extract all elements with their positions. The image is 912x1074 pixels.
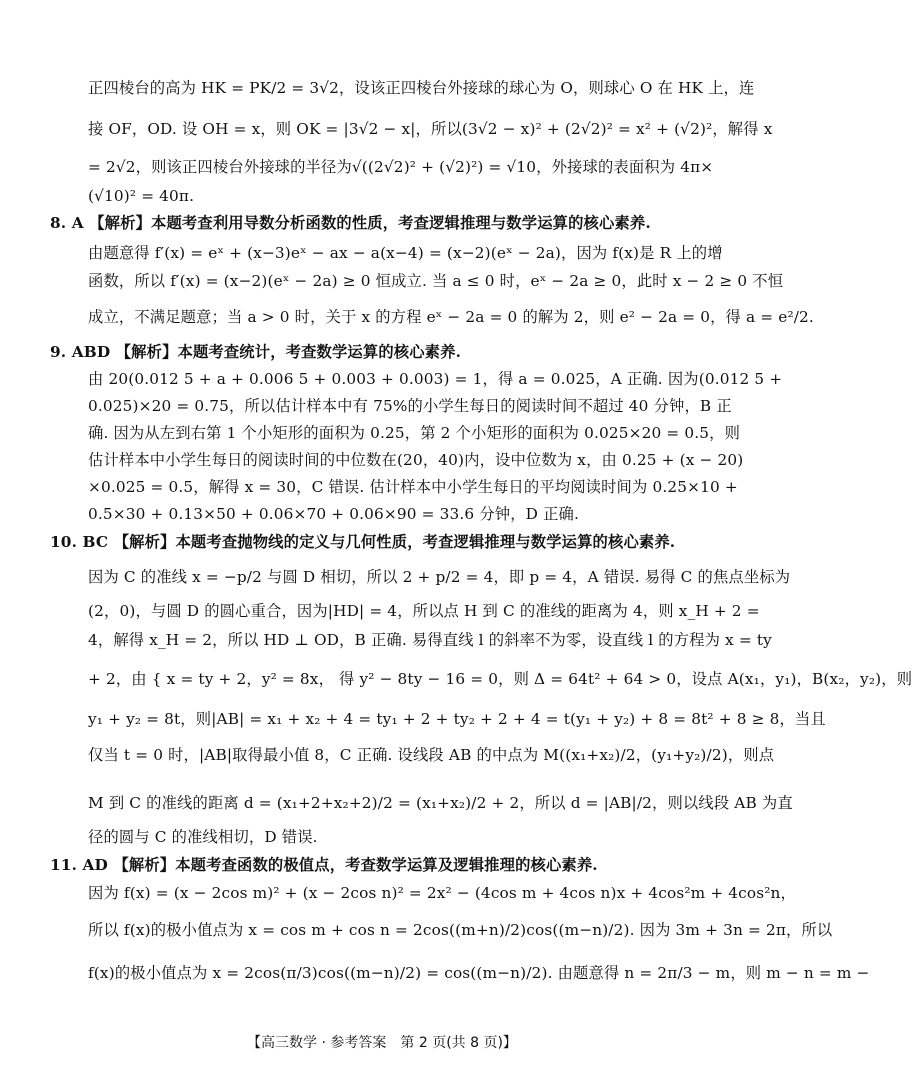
text-line: 因为 f(x) = (x − 2cos m)² + (x − 2cos n)² = 2x² − (4cos m + 4cos n)x + 4cos²m + 4cos²n，: [88, 884, 796, 902]
question-heading-line: 11. AD 【解析】本题考查函数的极值点，考查数学运算及逻辑推理的核心素养.: [50, 856, 598, 874]
text-line: 仅当 t = 0 时，|AB|取得最小值 8，C 正确. 设线段 AB 的中点为 M((x₁+x₂)/2，(y₁+y₂)/2)，则点: [88, 746, 775, 764]
text-line: 由题意得 f′(x) = eˣ + (x−3)eˣ − ax − a(x−4) = (x−2)(eˣ − 2a)，因为 f(x)是 R 上的增: [88, 244, 723, 262]
text-line: 函数，所以 f′(x) = (x−2)(eˣ − 2a) ≥ 0 恒成立. 当 a ≤ 0 时，eˣ − 2a ≥ 0，此时 x − 2 ≥ 0 不恒: [88, 272, 784, 290]
text-line: 估计样本中小学生每日的阅读时间的中位数在(20，40)内，设中位数为 x，由 0.25 + (x − 20): [88, 451, 744, 469]
text-line: 接 OF，OD. 设 OH = x，则 OK = |3√2 − x|，所以(3√2 − x)² + (2√2)² = x² + (√2)²，解得 x: [88, 120, 773, 138]
text-line: 确. 因为从左到右第 1 个小矩形的面积为 0.25，第 2 个小矩形的面积为 0.025×20 = 0.5，则: [88, 424, 741, 442]
text-line: 正四棱台的高为 HK = PK/2 = 3√2，设该正四棱台外接球的球心为 O，则球心 O 在 HK 上，连: [88, 79, 755, 97]
text-line: 由 20(0.012 5 + a + 0.006 5 + 0.003 + 0.003) = 1，得 a = 0.025，A 正确. 因为(0.012 5 +: [88, 370, 783, 388]
text-line: (2，0)，与圆 D 的圆心重合，因为|HD| = 4，所以点 H 到 C 的准线的距离为 4，则 x_H + 2 =: [88, 602, 760, 620]
text-line: 0.5×30 + 0.13×50 + 0.06×70 + 0.06×90 = 33.6 分钟，D 正确.: [88, 505, 579, 523]
text-line: 所以 f(x)的极小值点为 x = cos m + cos n = 2cos((m+n)/2)cos((m−n)/2). 因为 3m + 3n = 2π，所以: [88, 921, 833, 939]
text-line: y₁ + y₂ = 8t，则|AB| = x₁ + x₂ + 4 = ty₁ + 2 + ty₂ + 2 + 4 = t(y₁ + y₂) + 8 = 8t² + 8 ≥ 8，当且: [88, 710, 826, 728]
text-line: M 到 C 的准线的距离 d = (x₁+2+x₂+2)/2 = (x₁+x₂)/2 + 2，所以 d = |AB|/2，则以线段 AB 为直: [88, 794, 793, 812]
text-line: (√10)² = 40π.: [88, 187, 195, 205]
text-line: 成立，不满足题意；当 a > 0 时，关于 x 的方程 eˣ − 2a = 0 的解为 2，则 e² − 2a = 0，得 a = e²/2.: [88, 308, 814, 326]
question-heading-line: 9. ABD 【解析】本题考查统计，考查数学运算的核心素养.: [50, 343, 462, 361]
text-line: 径的圆与 C 的准线相切，D 错误.: [88, 828, 318, 846]
text-line: 因为 C 的准线 x = −p/2 与圆 D 相切，所以 2 + p/2 = 4，即 p = 4，A 错误. 易得 C 的焦点坐标为: [88, 568, 791, 586]
question-heading-line: 8. A 【解析】本题考查利用导数分析函数的性质，考查逻辑推理与数学运算的核心素养.: [50, 214, 651, 232]
question-heading-line: 10. BC 【解析】本题考查抛物线的定义与几何性质，考查逻辑推理与数学运算的核心素养.: [50, 533, 676, 551]
text-line: = 2√2，则该正四棱台外接球的半径为√((2√2)² + (√2)²) = √10，外接球的表面积为 4π×: [88, 158, 714, 176]
text-line: ×0.025 = 0.5，解得 x = 30，C 错误. 估计样本中小学生每日的平均阅读时间为 0.25×10 +: [88, 478, 738, 496]
text-line: 0.025)×20 = 0.75，所以估计样本中有 75%的小学生每日的阅读时间不超过 40 分钟，B 正: [88, 397, 732, 415]
text-line: f(x)的极小值点为 x = 2cos(π/3)cos((m−n)/2) = cos((m−n)/2). 由题意得 n = 2π/3 − m，则 m − n = m −: [88, 964, 870, 982]
text-line: + 2，由 { x = ty + 2，y² = 8x， 得 y² − 8ty − 16 = 0，则 Δ = 64t² + 64 > 0，设点 A(x₁，y₁)，B(x₂，y₂)，则: [88, 670, 912, 688]
page-footer: 【高三数学 · 参考答案 第 2 页(共 8 页)】: [247, 1035, 517, 1051]
text-line: 4，解得 x_H = 2，所以 HD ⊥ OD，B 正确. 易得直线 l 的斜率不为零，设直线 l 的方程为 x = ty: [88, 631, 772, 649]
